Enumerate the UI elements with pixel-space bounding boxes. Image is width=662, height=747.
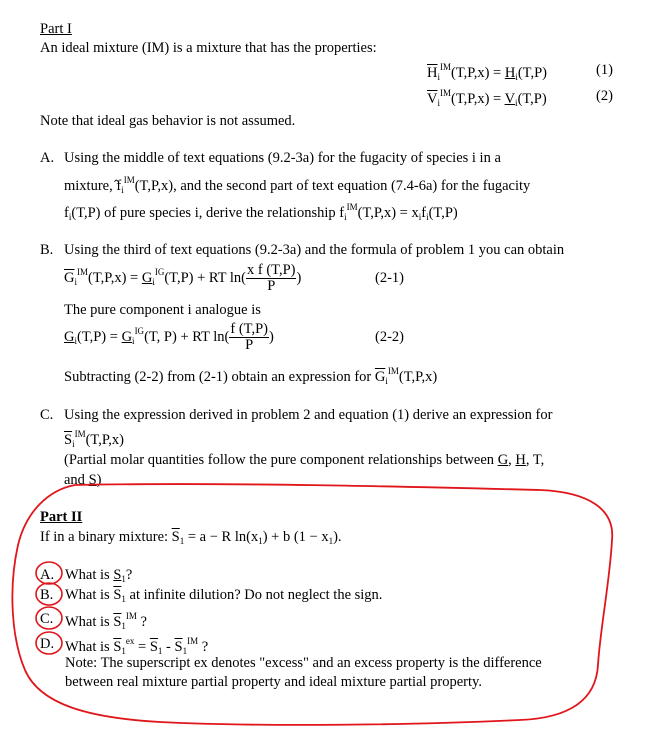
ideal-gas-note: Note that ideal gas behavior is not assumed.: [40, 113, 296, 129]
excess-note-line1: Note: The superscript ex denotes "excess" and an excess property is the difference: [65, 655, 542, 671]
equation-2-2-number: (2-2): [375, 329, 404, 345]
part2-b-question: What is $\overline{S}_1$ at infinite dilution? Do not neglect the sign.: [65, 587, 383, 604]
part2-a-letter: A.: [40, 567, 55, 583]
subtract-line: Subtracting (2-2) from (2-1) obtain an expression for $\overline{G}_i^{IM}(T,P,x)$: [64, 366, 438, 386]
part2-d-letter: D.: [40, 636, 55, 652]
part2-a-question: What is $S_1$?: [65, 567, 133, 584]
part1-c-line1: Using the expression derived in problem 2 and equation (1) derive an expression for: [64, 407, 553, 423]
part2-b-letter: B.: [40, 587, 54, 603]
part1-b-letter: B.: [40, 242, 54, 258]
part1-a-line1: Using the middle of text equations (9.2-3a) for the fugacity of species i in a: [64, 150, 501, 166]
equation-2: $\overline{V}_i^{IM}(T,P,x) = V_i(T,P)$: [427, 88, 547, 108]
part1-c-line3: (Partial molar quantities follow the pure component relationships between G, H, T,: [64, 452, 545, 468]
part2-intro: If in a binary mixture: $\overline{S}_1 = a - R$ $\ln(x_1) + b$ $(1 - x_1)$.: [40, 529, 342, 546]
equation-1-number: (1): [596, 62, 613, 78]
equation-1: $\overline{H}_i^{IM}(T,P,x) = H_i(T,P)$: [427, 62, 547, 82]
part1-c-letter: C.: [40, 407, 54, 423]
part1-b-line1: Using the third of text equations (9.2-3a) and the formula of problem 1 you can obtain: [64, 242, 565, 258]
part1-title: Part I: [40, 21, 72, 37]
part2-c-question: What is $\overline{S}_1^{IM}$ ?: [65, 611, 147, 631]
part1-a-line2: mixture, $f_i^{IM}(T,P,x)$, and the second part of text equation (7.4-6a) for the fugacity: [64, 175, 531, 195]
part1-intro: An ideal mixture (IM) is a mixture that has the properties:: [40, 40, 377, 56]
pure-component-line: The pure component i analogue is: [64, 302, 261, 318]
part1-c-line4: and S): [64, 472, 102, 488]
equation-2-number: (2): [596, 88, 613, 104]
part1-a-line3: $f_i(T,P)$ of pure species i, derive the relationship $f_i^{IM}(T,P,x) = x_if_i(T,P)$: [64, 202, 458, 222]
equation-2-1: $\overline{G}_i^{IM}(T,P,x) = G_i^{IG}(T,P)$ + RT ln( $\frac{\text{x f (T,P)}}{P}$ ): [64, 262, 302, 295]
part2-c-letter: C.: [40, 611, 54, 627]
part2-d-question: What is $\overline{S}_1^{ex} = \overline{S}_1 - \overline{S}_1^{IM}$ ?: [65, 636, 209, 656]
part2-title: Part II: [40, 509, 83, 525]
part1-a-letter: A.: [40, 150, 55, 166]
part1-c-line2: $\overline{S}_i^{IM}(T,P,x)$: [64, 429, 124, 449]
equation-2-1-number: (2-1): [375, 270, 404, 286]
equation-2-2: $G_i(T,P) = G_i^{IG}(T$, P) + RT ln( $\frac{f (T,P)}{P}$ ): [64, 321, 274, 354]
excess-note-line2: between real mixture partial property and ideal mixture partial property.: [65, 674, 482, 690]
